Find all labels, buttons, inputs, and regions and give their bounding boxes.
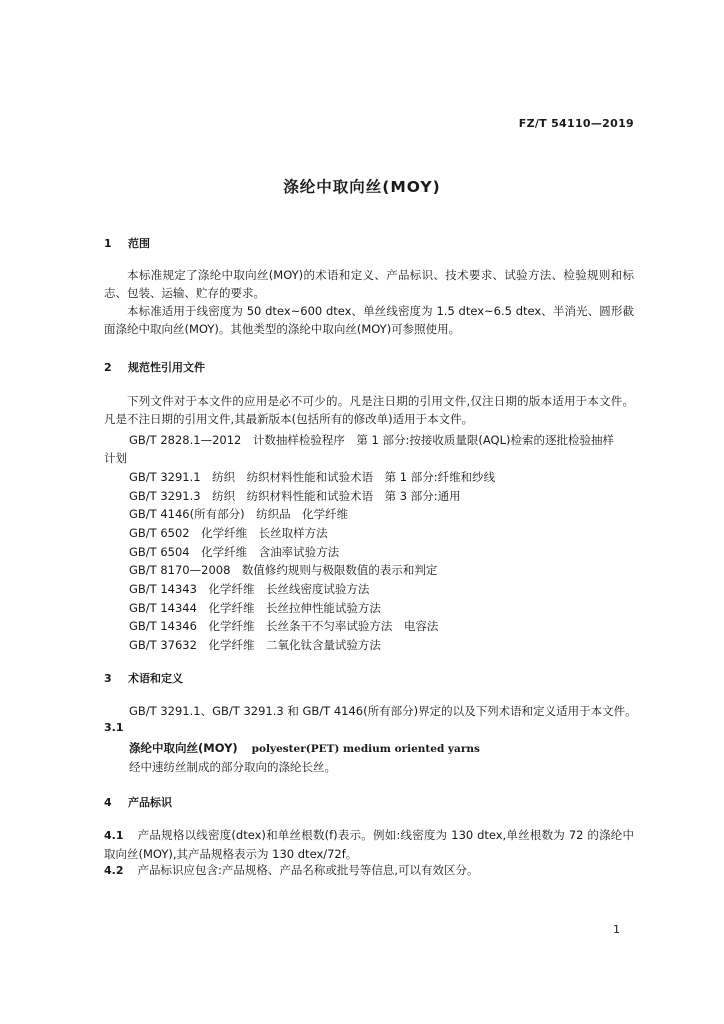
- section-title: 规范性引用文件: [128, 361, 205, 374]
- reference-item: GB/T 6504 化学纤维 含油率试验方法: [129, 545, 340, 559]
- section-number: 1: [104, 237, 112, 250]
- reference-item: GB/T 14344 化学纤维 长丝拉伸性能试验方法: [129, 601, 381, 615]
- page-number: 1: [613, 923, 620, 936]
- normative-intro-paragraph: 下列文件对于本文件的应用是必不可少的。凡是注日期的引用文件,仅注日期的版本适用于本文件。凡是不注日期的引用文件,其最新版本(包括所有的修改单)适用于本文件。: [104, 394, 634, 426]
- clause-number: 4.2: [104, 864, 124, 877]
- term-entry: [129, 740, 480, 756]
- section-3-heading: [104, 670, 183, 686]
- term-definition: 经中速纺丝制成的部分取向的涤纶长丝。: [129, 760, 336, 774]
- reference-item: GB/T 3291.1 纺织 纺织材料性能和试验术语 第 1 部分:纤维和纱线: [129, 470, 496, 484]
- reference-item: GB/T 2828.1—2012 计数抽样检验程序 第 1 部分:按接收质量限(AQL)检索的逐批检验抽样: [129, 433, 614, 447]
- clause-4-2: [104, 862, 479, 878]
- reference-item: GB/T 8170—2008 数值修约规则与极限数值的表示和判定: [129, 563, 438, 577]
- reference-item: GB/T 14343 化学纤维 长丝线密度试验方法: [129, 582, 370, 596]
- section-title: 范围: [128, 237, 150, 250]
- scope-paragraph-1: 本标准规定了涤纶中取向丝(MOY)的术语和定义、产品标识、技术要求、试验方法、检验规则和标志、包装、运输、贮存的要求。: [104, 268, 634, 300]
- standard-number: FZ/T 54110—2019: [518, 117, 634, 130]
- reference-item: GB/T 4146(所有部分) 纺织品 化学纤维: [129, 507, 349, 521]
- section-title: 术语和定义: [128, 672, 183, 685]
- clause-text: 产品规格以线密度(dtex)和单丝根数(f)表示。例如:线密度为 130 dtex,单丝根数为 72 的涤纶中取向丝(MOY),其产品规格表示为 130 dtex/72f。: [104, 828, 634, 861]
- section-number: 3: [104, 672, 112, 685]
- section-1-heading: [104, 235, 150, 251]
- reference-item: GB/T 3291.3 纺织 纺织材料性能和试验术语 第 3 部分:通用: [129, 489, 461, 503]
- reference-item-continuation: 计划: [104, 451, 127, 465]
- term-number: 3.1: [104, 721, 124, 734]
- reference-item: GB/T 37632 化学纤维 二氧化钛含量试验方法: [129, 638, 381, 652]
- clause-text: 产品标识应包含:产品规格、产品名称或批号等信息,可以有效区分。: [137, 863, 479, 877]
- clause-4-1: [104, 826, 634, 863]
- document-title: 涤纶中取向丝(MOY): [283, 178, 441, 196]
- reference-item: GB/T 6502 化学纤维 长丝取样方法: [129, 526, 328, 540]
- section-4-heading: [104, 794, 172, 810]
- section-number: 2: [104, 361, 112, 374]
- term-english: polyester(PET) medium oriented yarns: [251, 743, 480, 755]
- term-chinese: 涤纶中取向丝(MOY): [129, 741, 238, 755]
- section-number: 4: [104, 796, 112, 809]
- terms-intro-paragraph: GB/T 3291.1、GB/T 3291.3 和 GB/T 4146(所有部分)界定的以及下列术语和定义适用于本文件。: [129, 704, 637, 718]
- reference-item: GB/T 14346 化学纤维 长丝条干不匀率试验方法 电容法: [129, 619, 439, 633]
- scope-paragraph-2: 本标准适用于线密度为 50 dtex~600 dtex、单丝线密度为 1.5 dtex~6.5 dtex、半消光、圆形截面涤纶中取向丝(MOY)。其他类型的涤纶中取向丝(MOY)可参照使用。: [104, 304, 634, 336]
- section-2-heading: [104, 359, 205, 375]
- clause-number: 4.1: [104, 829, 124, 842]
- section-title: 产品标识: [128, 796, 172, 809]
